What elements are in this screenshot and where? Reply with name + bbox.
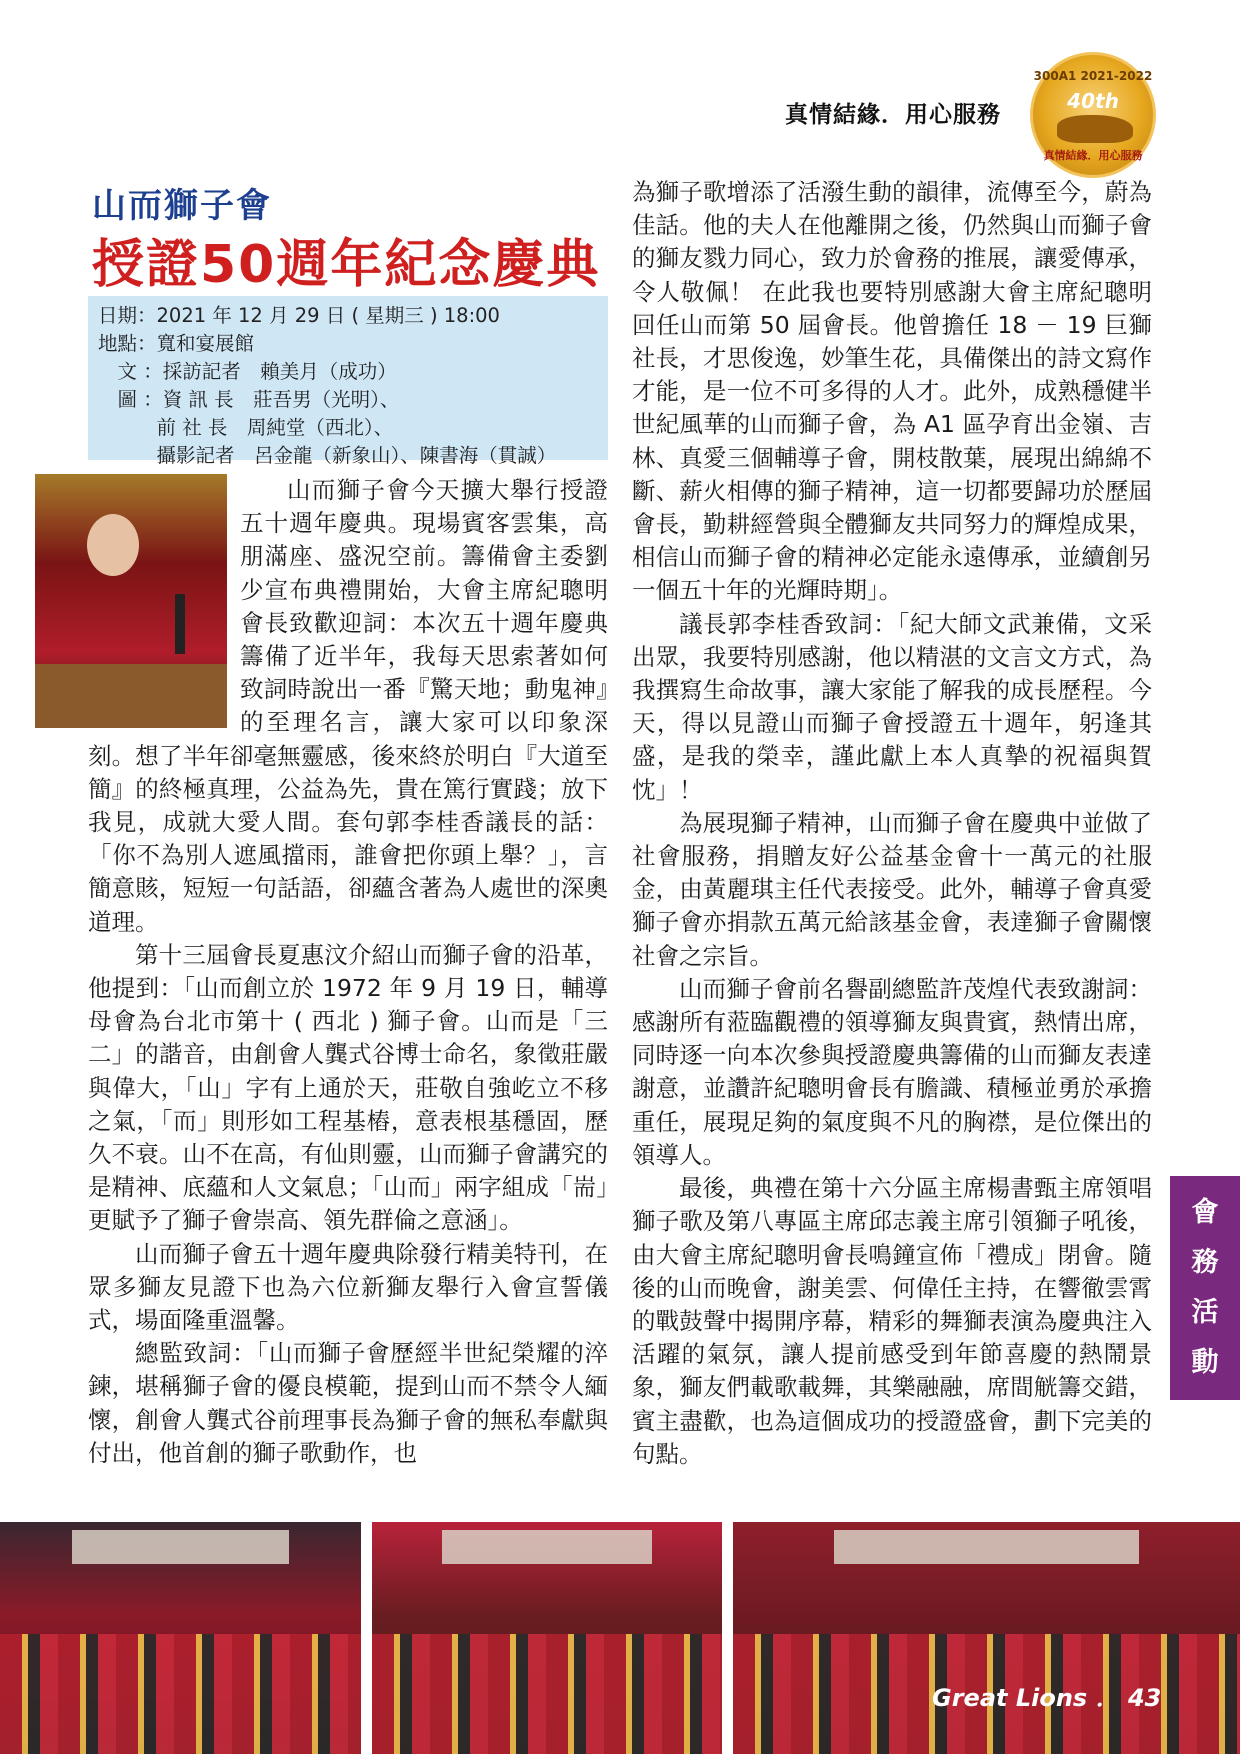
article-left-column <box>88 474 608 1470</box>
article-title: 授證50週年紀念慶典 <box>92 235 601 295</box>
paragraph-new-members: 山而獅子會五十週年慶典除發行精美特刊，在眾多獅友見證下也為六位新獅友舉行入會宣誓儀式，場面隆重溫馨。 <box>88 1239 608 1335</box>
photo-wrap-space <box>88 474 240 732</box>
event-photo-3 <box>733 1522 1240 1754</box>
header-slogan: 真情結緣．用心服務 <box>785 102 1001 128</box>
article-info-box <box>88 296 608 467</box>
side-tab-char: 動 <box>1191 1347 1219 1378</box>
group-of-members <box>0 1634 361 1754</box>
info-photographer-1: 圖 ：資 訊 長 莊吾男（光明）、 <box>98 388 400 411</box>
side-tab-char: 會 <box>1191 1197 1219 1228</box>
page-footer <box>932 1678 1161 1713</box>
info-photographer-3: 攝影記者 呂金龍（新象山）、陳書海（貫誠） <box>98 444 557 467</box>
event-photo-2 <box>372 1522 722 1754</box>
footer-separator: ． <box>1095 1684 1120 1712</box>
magazine-name: Great Lions <box>932 1684 1088 1712</box>
info-date: 日期：2021 年 12 月 29 日 ( 星期三 ) 18:00 <box>98 304 500 327</box>
paragraph-opening: 山而獅子會今天擴大舉行授證五十週年慶典。現場賓客雲集，高朋滿座、盛況空前。籌備會主委劉少宣布典禮開始，大會主席紀聰明會長致歡迎詞：本次五十週年慶典籌備了近半年，我每天思索著如何致詞時說出一番『驚天地；動鬼神』的至理名言，讓大家可以印象深刻。想了半年卻毫無靈感，後來終於明白『大道至簡』的終極真理，公益為先，貴在篤行實踐；放下我見，成就大愛人間。套句郭李桂香議長的話：「你不為別人遮風擋雨，誰會把你頭上舉？」，言簡意賅，短短一句話語，卻蘊含著為人處世的深奧道理。 <box>88 476 608 936</box>
info-writer: 文 ：採訪記者 賴美月（成功） <box>98 360 397 383</box>
paragraph-service: 為展現獅子精神，山而獅子會在慶典中並做了社會服務，捐贈友好公益基金會十一萬元的社服金，由黃麗琪主任代表接受。此外，輔導子會真愛獅子會亦捐款五萬元給該基金會，表達獅子會關懷社會之宗旨。 <box>632 808 1152 970</box>
paragraph-governor-speech-cont: 為獅子歌增添了活潑生動的韻律，流傳至今，蔚為佳話。他的夫人在他離開之後，仍然與山而獅子會的獅友戮力同心，致力於會務的推展，讓愛傳承，令人敬佩！ 在此我也要特別感謝大會主席紀聰明回任山而第 50 屆會長。他曾擔任 18 － 19 巨獅社長，才思俊逸，妙筆生花，具備傑出的詩文寫作才能，是一位不可多得的人才。此外，成熟穩健半世紀風華的山而獅子會，為 A1 區孕育出金嶺、吉林、真愛三個輔導子會，開枝散葉，展現出綿綿不斷、薪火相傳的獅子精神，這一切都要歸功於歷屆會長，勤耕經營與全體獅友共同努力的輝煌成果，相信山而獅子會的精神必定能永遠傳承，並續創另一個五十年的光輝時期」。 <box>632 178 1152 605</box>
side-tab-char: 活 <box>1191 1297 1219 1328</box>
paragraph-governor-speech: 總監致詞：「山而獅子會歷經半世紀榮耀的淬鍊，堪稱獅子會的優良模範，提到山而不禁令人緬懷，創會人龔式谷前理事長為獅子會的無私奉獻與付出，他首創的獅子歌動作，也 <box>88 1339 608 1467</box>
club-name: 山而獅子會 <box>92 186 272 226</box>
badge-anniversary: 40th <box>1067 89 1119 113</box>
stage-banner <box>442 1530 652 1564</box>
paragraph-closing: 最後，典禮在第十六分區主席楊書甄主席領唱獅子歌及第八專區主席邱志義主席引領獅子吼後，由大會主席紀聰明會長鳴鐘宣佈「禮成」閉會。隨後的山而晚會，謝美雲、何偉任主持，在響徹雲霄的戰鼓聲中揭開序幕，精彩的舞獅表演為慶典注入活躍的氣氛，讓人提前感受到年節喜慶的熱鬧景象，獅友們載歌載舞，其樂融融，席間觥籌交錯，賓主盡歡，也為這個成功的授證盛會，劃下完美的句點。 <box>632 1174 1152 1468</box>
stage-banner <box>834 1530 1138 1564</box>
paragraph-history: 第十三屆會長夏惠汶介紹山而獅子會的沿革，他提到：「山而創立於 1972 年 9 月 19 日，輔導母會為台北市第十 ( 西北 ) 獅子會。山而是「三二」的諧音，由創會人龔式谷博士命名，象徵莊嚴與偉大，「山」字有上通於天，莊敬自強屹立不移之氣，「而」則形如工程基樁，意表根基穩固，歷久不衰。山不在高，有仙則靈，山而獅子會講究的是精神、底蘊和人文氣息；「山而」兩字組成「耑」更賦予了獅子會崇高、領先群倫之意涵」。 <box>88 940 608 1235</box>
article-right-column <box>632 176 1152 1471</box>
badge-motto: 真情結緣．用心服務 <box>1043 149 1143 162</box>
lion-icon <box>1057 115 1133 143</box>
section-side-tab <box>1170 1176 1240 1400</box>
side-tab-char: 務 <box>1191 1247 1219 1278</box>
page-number: 43 <box>1127 1684 1162 1712</box>
paragraph-thanks: 山而獅子會前名譽副總監許茂煌代表致謝詞：感謝所有蒞臨觀禮的領導獅友與貴賓，熱情出席，同時逐一向本次參與授證慶典籌備的山而獅友表達謝意，並讚許紀聰明會長有膽識、積極並勇於承擔重任，展現足夠的氣度與不凡的胸襟，是位傑出的領導人。 <box>632 974 1152 1169</box>
group-of-members <box>372 1634 722 1754</box>
anniversary-badge-logo <box>1030 52 1156 178</box>
stage-banner <box>72 1530 289 1564</box>
event-photo-1 <box>0 1522 361 1754</box>
badge-top-text: 300A1 2021-2022 <box>1033 69 1153 83</box>
paragraph-speaker: 議長郭李桂香致詞：「紀大師文武兼備，文采出眾，我要特別感謝，他以精湛的文言文方式，為我撰寫生命故事，讓大家能了解我的成長歷程。今天，得以見證山而獅子會授證五十週年，躬逢其盛，是我的榮幸，謹此獻上本人真摯的祝福與賀忱」！ <box>632 609 1152 804</box>
info-photographer-2: 前 社 長 周純堂（西北）、 <box>98 416 394 439</box>
info-place: 地點：寬和宴展館 <box>98 332 255 355</box>
